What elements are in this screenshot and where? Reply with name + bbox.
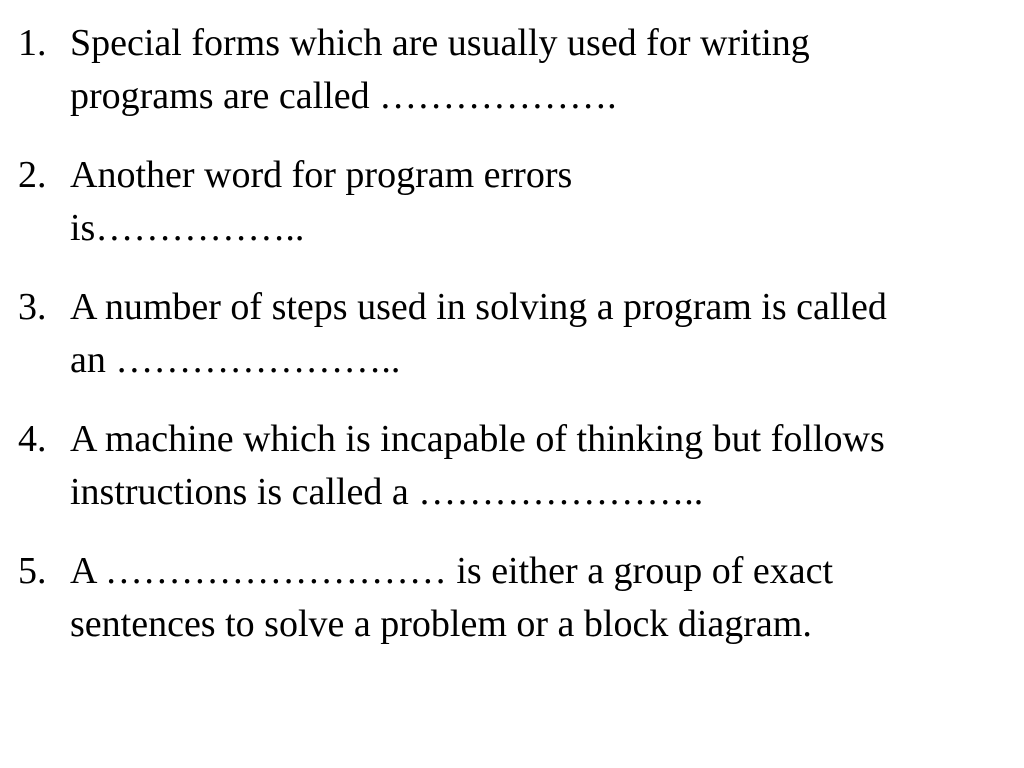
question-number: 4. (18, 418, 47, 460)
question-text: Special forms which are usually used for writing programs are called ………………. (70, 22, 810, 117)
question-number: 1. (18, 22, 47, 64)
question-number: 5. (18, 550, 47, 592)
question-item-1 (18, 17, 930, 123)
question-item-5 (18, 545, 930, 651)
question-item-4 (18, 413, 930, 519)
question-text: A number of steps used in solving a program is called an ………………….. (70, 286, 887, 381)
question-text: Another word for program errors is…………….. (70, 154, 573, 249)
question-text: A ……………………… is either a group of exact sentences to solve a problem or a block diagram. (70, 550, 834, 645)
question-item-2 (18, 149, 930, 255)
question-item-3 (18, 281, 930, 387)
question-number: 2. (18, 154, 47, 196)
question-list (18, 17, 978, 651)
question-text: A machine which is incapable of thinking but follows instructions is called a ………………….. (70, 418, 885, 513)
question-number: 3. (18, 286, 47, 328)
